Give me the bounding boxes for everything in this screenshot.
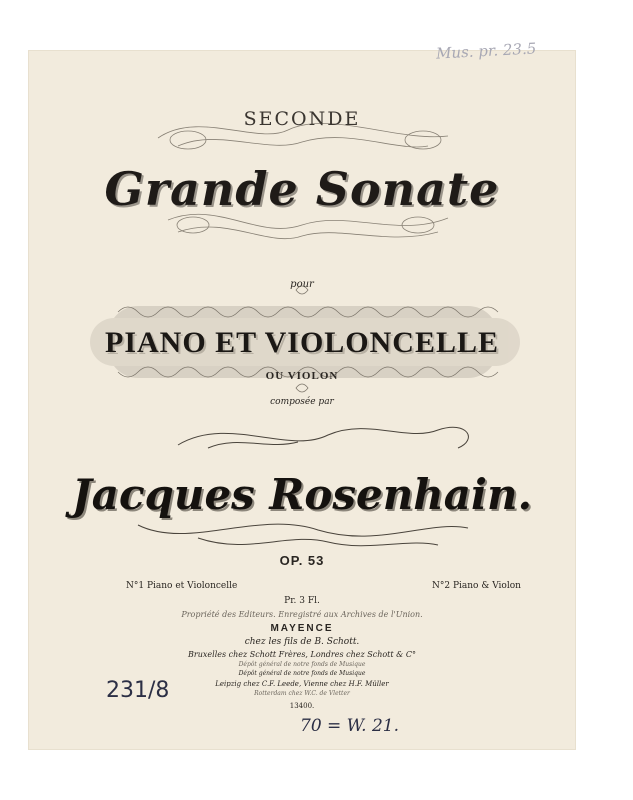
publisher-branches: Bruxelles chez Schott Frères, Londres chez Schott & C° bbox=[188, 650, 416, 659]
composer-name: Jacques Rosenhain. bbox=[71, 470, 533, 519]
pour-text: pour bbox=[290, 279, 314, 290]
publisher-rotterdam: Rotterdam chez W.C. de Vletter bbox=[254, 690, 350, 697]
publisher-line5: Dépôt général de notre fonds de Musique bbox=[238, 661, 366, 668]
price: Pr. 3 Fl. bbox=[284, 596, 320, 606]
sheet-music-page bbox=[28, 39, 576, 750]
publisher-name: chez les fils de B. Schott. bbox=[244, 637, 360, 647]
plate-number: 13400. bbox=[289, 702, 315, 710]
instruments-heading: PIANO ET VIOLONCELLE bbox=[105, 326, 499, 359]
pencil-annotation: Mus. pr. 23.5 bbox=[435, 39, 537, 63]
title-line1: SECONDE bbox=[243, 108, 361, 130]
publisher-city: MAYENCE bbox=[270, 623, 334, 634]
publisher-line6: Dépôt général de notre fonds de Musique bbox=[238, 670, 366, 677]
handwritten-shelfmark: 231/8 bbox=[106, 678, 170, 703]
edition-no2: N°2 Piano & Violon bbox=[432, 581, 521, 591]
compose-par: composée par bbox=[270, 397, 334, 407]
handwritten-note: 70 = W. 21. bbox=[300, 716, 400, 736]
alt-instrument: OU VIOLON bbox=[265, 370, 339, 382]
publisher-rights: Propriété des Editeurs. Enregistré aux Archives de l'Union. bbox=[181, 610, 423, 619]
title-main: Grande Sonate bbox=[104, 162, 500, 216]
edition-no1: N°1 Piano et Violoncelle bbox=[126, 581, 238, 591]
publisher-agents: Leipzig chez C.F. Leede, Vienne chez H.F. Müller bbox=[215, 680, 389, 688]
opus-number: OP. 53 bbox=[279, 553, 325, 568]
